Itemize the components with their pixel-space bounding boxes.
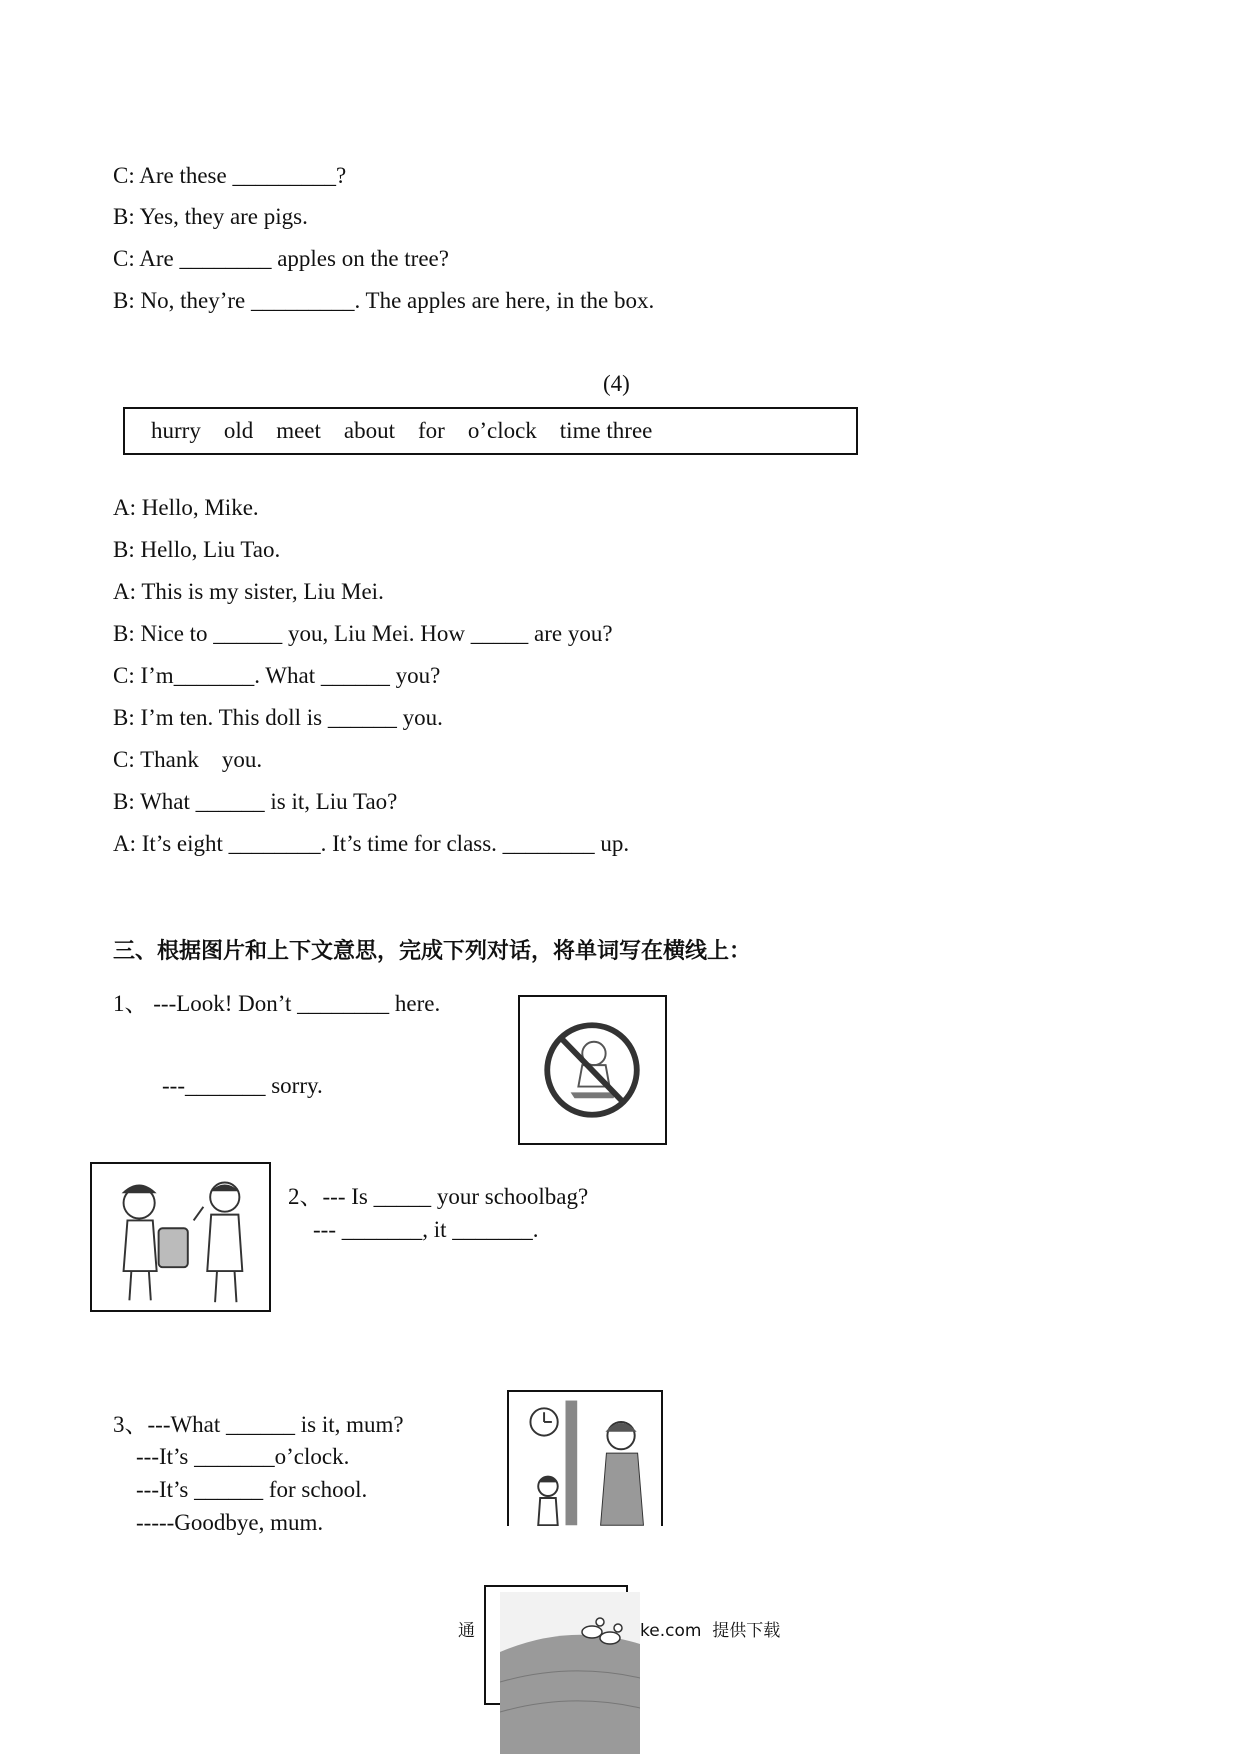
question-2-line-1: 2、--- Is _____ your schoolbag? — [288, 1184, 589, 1209]
word-bank-box — [123, 407, 858, 455]
hill-ducks-image — [500, 1592, 640, 1754]
dialogue-line: B: Nice to ______ you, Liu Mei. How _____ are you? — [113, 621, 613, 646]
dialogue-line: B: What ______ is it, Liu Tao? — [113, 789, 398, 814]
dialogue-line: C: Are ________ apples on the tree? — [113, 246, 449, 271]
dialogue-line: C: Thank you. — [113, 747, 263, 772]
question-3-line-1: 3、---What ______ is it, mum? — [113, 1412, 404, 1437]
question-3-line-3: ---It’s ______ for school. — [136, 1477, 368, 1502]
clock-door-image — [507, 1390, 663, 1526]
footer-right-text: ke.com 提供下载 — [640, 1621, 781, 1641]
question-1-line-2: ---_______ sorry. — [162, 1073, 323, 1098]
dialogue-line: B: No, they’re _________. The apples are here, in the box. — [113, 288, 655, 313]
dialogue-line: C: I’m_______. What ______ you? — [113, 663, 441, 688]
section-heading: 三、根据图片和上下文意思，完成下列对话，将单词写在横线上： — [113, 939, 752, 964]
dialogue-line: A: This is my sister, Liu Mei. — [113, 579, 384, 604]
no-climbing-sign-image — [518, 995, 667, 1145]
dialogue-line: C: Are these _________? — [113, 163, 347, 188]
dialogue-line: A: It’s eight ________. It’s time for class. ________ up. — [113, 831, 630, 856]
question-3-line-2: ---It’s _______o’clock. — [136, 1444, 350, 1469]
footer-left-text: 通 — [458, 1621, 475, 1641]
dialogue-line: B: Hello, Liu Tao. — [113, 537, 281, 562]
word-bank: hurry old meet about for o’clock time three — [151, 418, 653, 443]
question-2-line-2: --- _______, it _______. — [313, 1217, 539, 1242]
question-1-line-1: 1、 ---Look! Don’t ________ here. — [113, 991, 441, 1016]
question-3-line-4: -----Goodbye, mum. — [136, 1510, 324, 1535]
dialogue-line: A: Hello, Mike. — [113, 495, 259, 520]
schoolbag-image — [90, 1162, 271, 1312]
dialogue-line: B: Yes, they are pigs. — [113, 204, 308, 229]
dialogue-line: B: I’m ten. This doll is ______ you. — [113, 705, 443, 730]
section-number: (4) — [603, 371, 630, 396]
